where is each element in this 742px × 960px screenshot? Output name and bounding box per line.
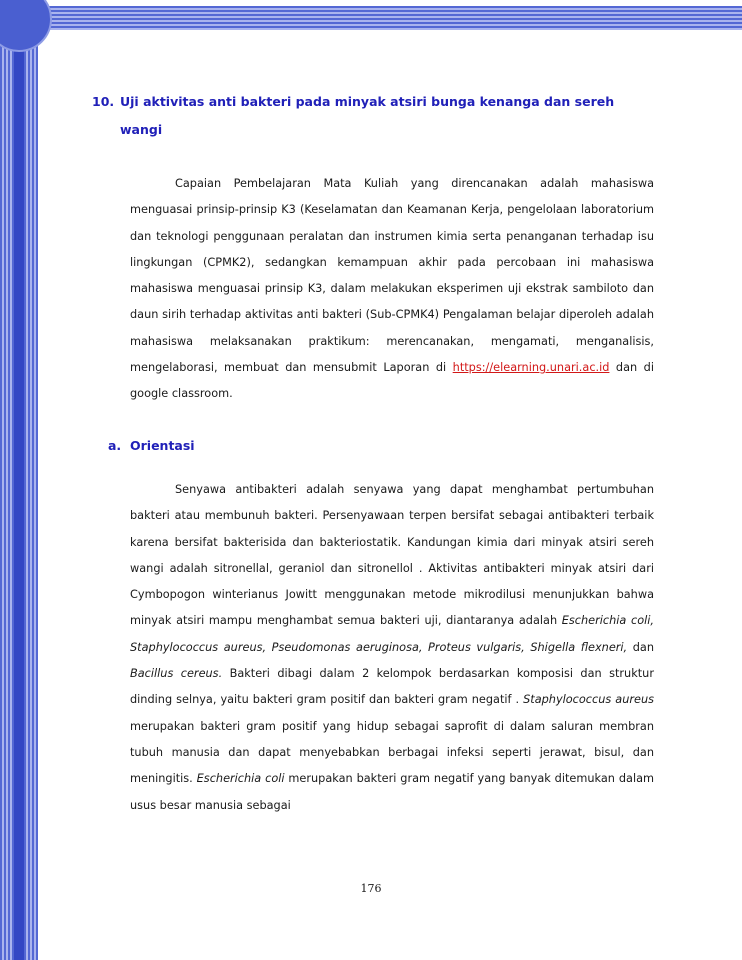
- section-number: 10.: [92, 94, 115, 109]
- top-decorative-border: [30, 6, 742, 30]
- corner-ornament: [0, 0, 52, 52]
- species-name: Escherichia coli: [196, 772, 285, 786]
- paragraph-orientation: [130, 477, 654, 819]
- elearning-link[interactable]: https://elearning.unari.ac.id: [452, 361, 610, 375]
- subsection-title: Orientasi: [130, 438, 195, 453]
- subsection-letter: a.: [108, 438, 122, 453]
- text-segment: dan: [627, 640, 654, 654]
- text-segment: Senyawa antibakteri adalah senyawa yang dapat menghambat pertumbuhan bakteri atau membunuh bakteri. Persenyawaan terpen bersifat sebagai antibakteri terbaik karena bersifat bakterisida dan bakteriostatik. Kandungan kimia dari minyak atsiri sereh wangi adalah sitronellal, geraniol dan sitronellol . Aktivitas antibakteri minyak atsiri dari Cymbopogon winterianus Jowitt menggunakan metode mikrodilusi menunjukkan bahwa minyak atsiri mampu menghambat semua bakteri uji, diantaranya adalah: [130, 483, 654, 628]
- paragraph-text: Capaian Pembelajaran Mata Kuliah yang direncanakan adalah mahasiswa menguasai prinsip-prinsip K3 (Keselamatan dan Keamanan Kerja, pengelolaan laboratorium dan teknologi penggunaan peralatan dan instrumen kimia serta penanganan terhadap isu lingkungan (CPMK2), sedangkan kemampuan akhir pada percobaan ini mahasiswa mahasiswa menguasai prinsip K3, dalam melakukan eksperimen uji ekstrak sambiloto dan daun sirih terhadap aktivitas anti bakteri (Sub-CPMK4) Pengalaman belajar diperoleh adalah mahasiswa melaksanakan praktikum: merencanakan, mengamati, menganalisis, mengelaborasi, membuat dan mensubmit Laporan di: [130, 177, 654, 375]
- left-border-stripe: [14, 0, 24, 960]
- paragraph-text-end: dan di google classroom.: [130, 361, 654, 401]
- text-segment: merupakan bakteri gram positif yang hidup sebagai saprofit di dalam saluran membran tubuh manusia dan dapat menyebabkan berbagai infeksi seperti jerawat, bisul, dan meningitis.: [130, 719, 654, 786]
- text-segment: merupakan bakteri gram negatif yang banyak ditemukan dalam usus besar manusia sebagai: [130, 772, 655, 812]
- paragraph-learning-outcomes: [130, 171, 654, 408]
- species-names: Escherichia coli, Staphylococcus aureus, Pseudomonas aeruginosa, Proteus vulgaris, Shigella flexneri,: [130, 614, 654, 654]
- page-number: 176: [360, 882, 382, 895]
- section-title: Uji aktivitas anti bakteri pada minyak atsiri bunga kenanga dan sereh wangi: [120, 94, 615, 137]
- species-name: Bacillus cereus.: [130, 667, 223, 681]
- text-segment: Bakteri dibagi dalam 2 kelompok berdasarkan komposisi dan struktur dinding selnya, yaitu bakteri gram positif dan bakteri gram negatif .: [130, 667, 654, 707]
- species-name: Staphylococcus aureus: [523, 693, 654, 707]
